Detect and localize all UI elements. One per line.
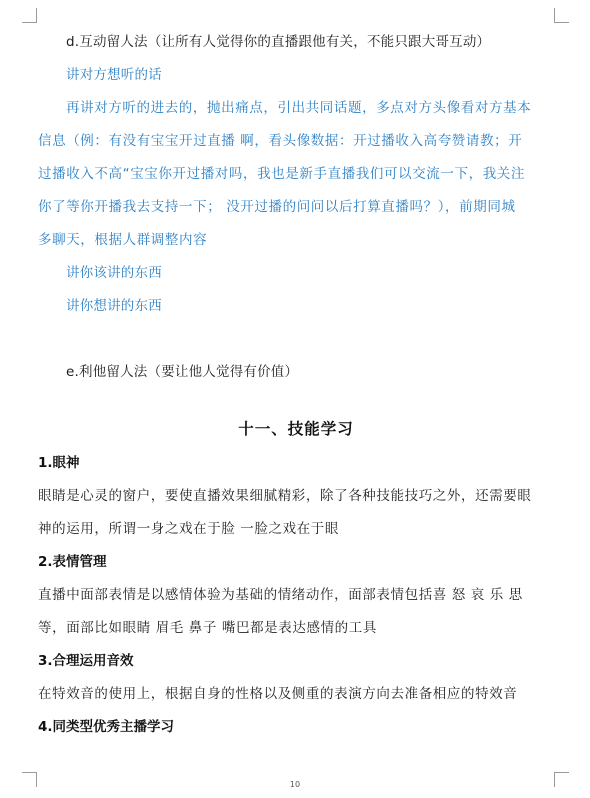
paragraph-e-heading: e.利他留人法（要让他人觉得有价值） (66, 364, 299, 380)
skill-body-sound-effects (38, 678, 554, 711)
paragraph-d-body-line: 再讲对方听的进去的，抛出痛点，引出共同话题，多点对方头像看对方基本 (66, 100, 532, 116)
paragraph-d-body-line: 你了等你开播我去支持一下； 没开过播的问问以后打算直播吗？），前期同城 (38, 199, 516, 215)
skill-heading-eyes: 1.眼神 (38, 455, 80, 471)
paragraph-d-point-2: 讲你该讲的东西 (66, 265, 162, 281)
paragraph-d-body-line: 过播收入不高“宝宝你开过播对吗，我也是新手直播我们可以交流一下，我关注 (38, 166, 525, 182)
spacer (38, 323, 554, 356)
crop-mark-top-right (554, 8, 569, 23)
skill-body-line: 直播中面部表情是以感情体验为基础的情绪动作，面部表情包括喜 怒 哀 乐 思 (38, 587, 523, 603)
skill-heading-peer-streamers: 4.同类型优秀主播学习 (38, 719, 175, 735)
page-number: 10 (289, 780, 301, 789)
document-page (38, 26, 554, 744)
skill-heading-sound-effects: 3.合理运用音效 (38, 653, 134, 669)
skill-body-line: 等，面部比如眼睛 眉毛 鼻子 嘴巴都是表达感情的工具 (38, 620, 377, 636)
skill-body-line: 神的运用，所谓一身之戏在于脸 一脸之戏在于眼 (38, 521, 339, 537)
paragraph-d-body (38, 92, 554, 257)
crop-mark-top-left (22, 8, 37, 23)
spacer (38, 389, 554, 411)
section-title: 十一、技能学习 (238, 420, 354, 438)
paragraph-d-body-line: 信息（例：有没有宝宝开过直播 啊，看头像数据：开过播收入高夸赞请教；开 (38, 133, 523, 149)
skill-body-line: 在特效音的使用上，根据自身的性格以及侧重的表演方向去准备相应的特效音 (38, 686, 518, 702)
skill-body-eyes (38, 480, 554, 546)
paragraph-d-point-3: 讲你想讲的东西 (66, 298, 162, 314)
paragraph-d-body-line: 多聊天，根据人群调整内容 (38, 232, 208, 248)
skill-body-expression (38, 579, 554, 645)
paragraph-d-heading: d.互动留人法（让所有人觉得你的直播跟他有关，不能只跟大哥互动） (66, 34, 491, 50)
skill-heading-expression: 2.表情管理 (38, 554, 107, 570)
skill-body-line: 眼睛是心灵的窗户，要使直播效果细腻精彩，除了各种技能技巧之外，还需要眼 (38, 488, 532, 504)
paragraph-d-point-1: 讲对方想听的话 (66, 67, 162, 83)
